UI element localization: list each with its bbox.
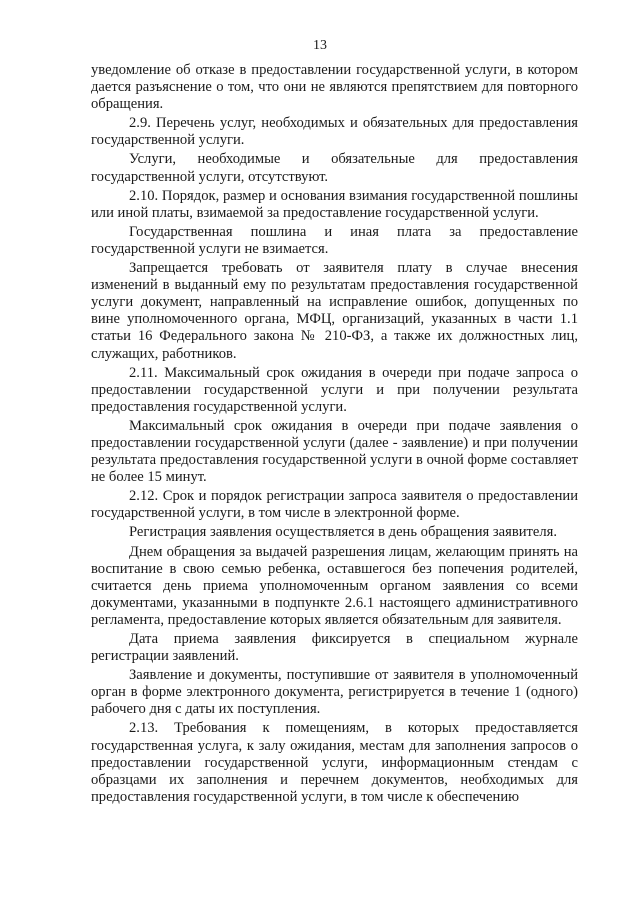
paragraph-section-2-10-prohibition: Запрещается требовать от заявителя плату в случае внесения изменений в выданный ему по результатам предоставления государственной услуги документ, направленный на исправление ошибок, допущенных по вине уполномоченного органа, МФЦ, организаций, указанных в части 1.1 статьи 16 Федерального закона № 210-ФЗ, а также их должностных лиц, служащих, работников. <box>91 260 578 362</box>
paragraph-section-2-11-text: Максимальный срок ожидания в очереди при подаче заявления о предоставлении государственной услуги (далее - заявление) и при получении результата предоставления государственной услуги в очной форме составляет не более 15 минут. <box>91 417 578 486</box>
paragraph-section-2-9-text: Услуги, необходимые и обязательные для предоставления государственной услуги, отсутствуют. <box>91 151 578 185</box>
paragraph-section-2-9-heading: 2.9. Перечень услуг, необходимых и обязательных для предоставления государственной услуги. <box>91 115 578 149</box>
paragraph-section-2-12-heading: 2.12. Срок и порядок регистрации запроса заявителя о предоставлении государственной услуги, в том числе в электронной форме. <box>91 488 578 522</box>
paragraph-section-2-12-journal: Дата приема заявления фиксируется в специальном журнале регистрации заявлений. <box>91 631 578 665</box>
document-body <box>91 62 578 806</box>
paragraph-section-2-11-heading: 2.11. Максимальный срок ожидания в очереди при подаче запроса о предоставлении государственной услуги и при получении результата предоставления государственной услуги. <box>91 364 578 415</box>
paragraph-section-2-10-heading: 2.10. Порядок, размер и основания взимания государственной пошлины или иной платы, взимаемой за предоставление государственной услуги. <box>91 187 578 221</box>
paragraph-section-2-12-registration: Регистрация заявления осуществляется в день обращения заявителя. <box>129 524 558 541</box>
paragraph-section-2-12-application-day: Днем обращения за выдачей разрешения лицам, желающим принять на воспитание в свою семью ребенка, оставшегося без попечения родителей, считается день приема уполномоченным органом заявления со всеми документами, указанными в подпункте 2.6.1 настоящего административного регламента, предоставление которых является обязательным для заявителя. <box>91 543 578 628</box>
page-number: 13 <box>313 38 327 53</box>
paragraph-refusal-notice: уведомление об отказе в предоставлении государственной услуги, в котором дается разъяснение о том, что они не являются препятствием для повторного обращения. <box>91 62 578 113</box>
paragraph-section-2-13-heading: 2.13. Требования к помещениям, в которых предоставляется государственная услуга, к залу ожидания, местам для заполнения запросов о предоставлении государственной услуги, информационным стендам с образцами их заполнения и перечнем документов, необходимых для предоставления государственной услуги, в том числе к обеспечению <box>91 720 578 805</box>
paragraph-section-2-12-electronic: Заявление и документы, поступившие от заявителя в уполномоченный орган в форме электронного документа, регистрируется в течение 1 (одного) рабочего дня с даты их поступления. <box>91 667 578 718</box>
paragraph-section-2-10-fee: Государственная пошлина и иная плата за предоставление государственной услуги не взимается. <box>91 223 578 257</box>
